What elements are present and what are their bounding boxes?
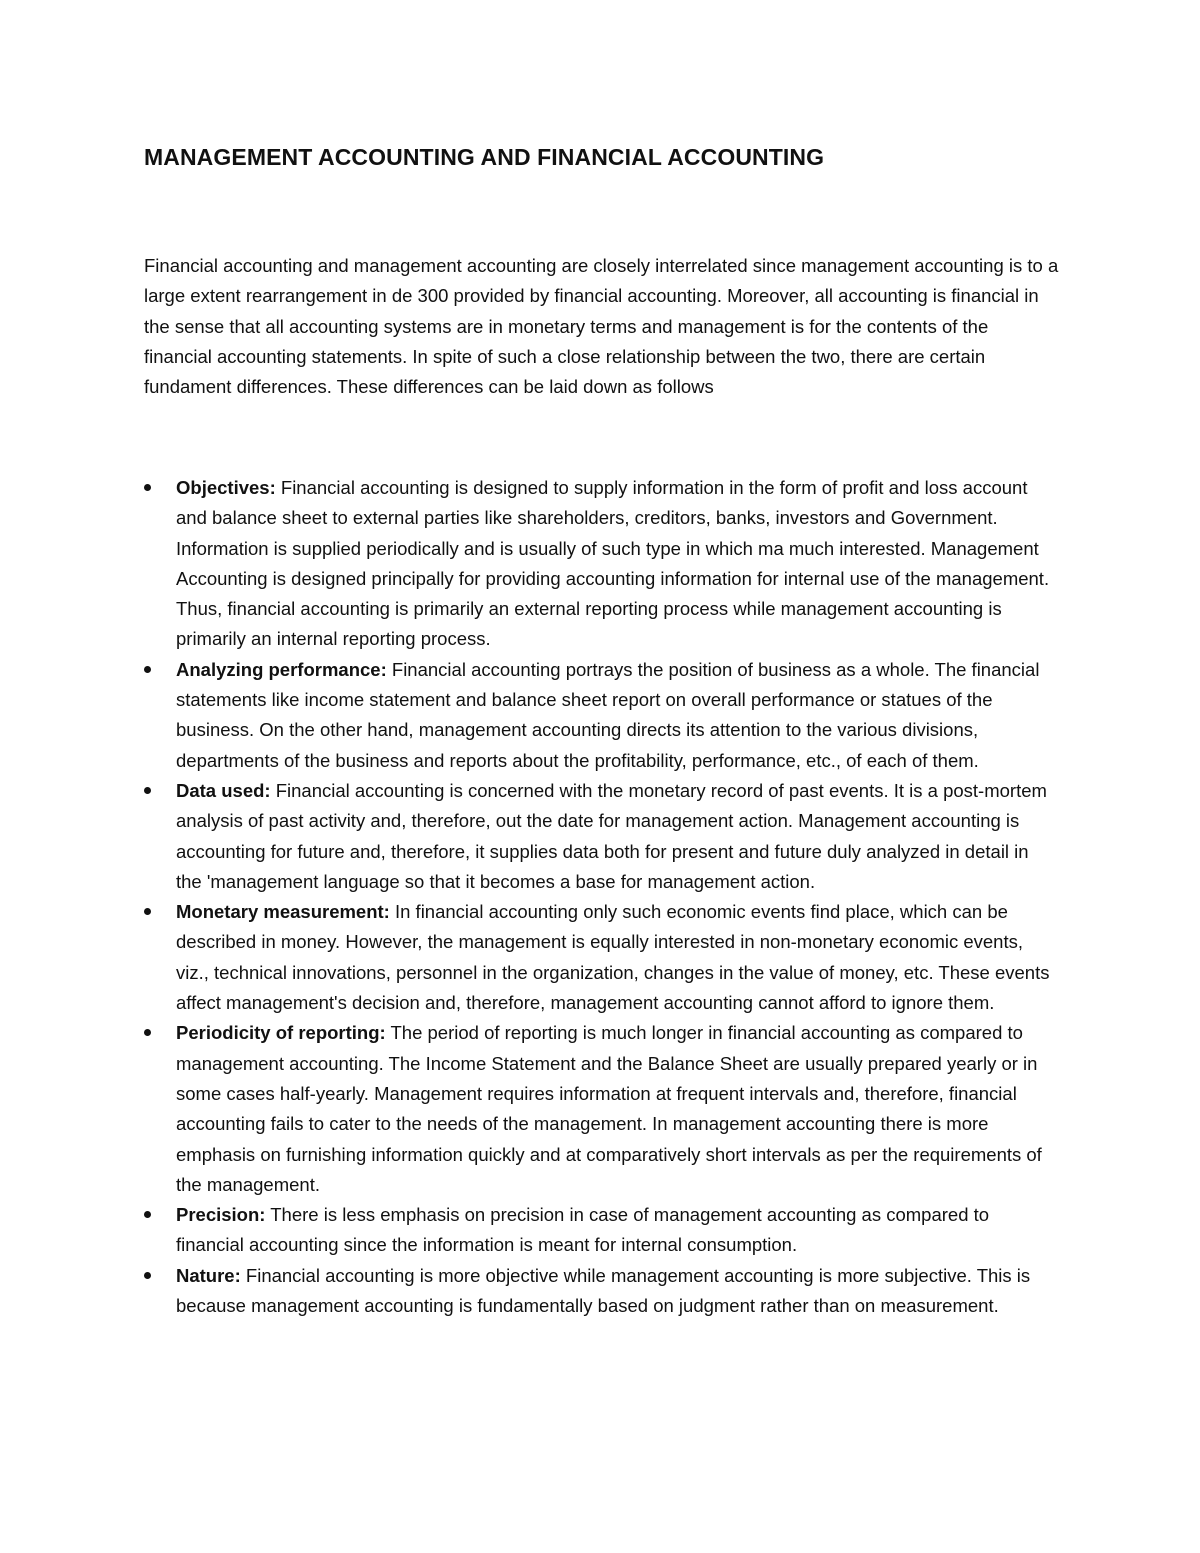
list-item-text: The period of reporting is much longer in financial accounting as compared to management accounting. The Income Statement and the Balance Sheet are usually prepared yearly or in some cases half-yearly. Management requires information at frequent intervals and, therefore, financial accounting fails to cater to the needs of the management. In management accounting there is more emphasis on furnishing information quickly and at comparatively short intervals as per the requirements of the management. [176,1022,1042,1195]
list-item-term: Precision: [176,1204,266,1226]
bullet-icon [144,1272,151,1279]
list-item-text: Financial accounting is designed to supply information in the form of profit and loss account and balance sheet to external parties like shareholders, creditors, banks, investors and Government. Information is supplied periodically and is usually of such type in which ma much interested. Management Accounting is designed principally for providing accounting information for internal use of the management. Thus, financial accounting is primarily an external reporting process while management accounting is primarily an internal reporting process. [176,477,1050,650]
list-item-nature [144,1261,1059,1322]
bullet-icon [144,1029,151,1036]
list-item-monetary-measurement [144,897,1059,1018]
list-item-periodicity-of-reporting [144,1018,1059,1200]
list-item-term: Nature: [176,1264,241,1286]
list-item-text: Financial accounting portrays the position of business as a whole. The financial statements like income statement and balance sheet report on overall performance or statues of the business. On the other hand, management accounting directs its attention to the various divisions, departments of the business and reports about the profitability, performance, etc., of each of them. [176,658,1040,771]
list-item-text: In financial accounting only such economic events find place, which can be described in money. However, the management is equally interested in non-monetary economic events, viz., technical innovations, personnel in the organization, changes in the value of money, etc. These events affect management's decision and, therefore, management accounting cannot afford to ignore them. [176,901,1050,1014]
intro-paragraph: Financial accounting and management accounting are closely interrelated since management accounting is to a large extent rearrangement in de 300 provided by financial accounting. Moreover, all accounting is financial in the sense that all accounting systems are in monetary terms and management is for the contents of the financial accounting statements. In spite of such a close relationship between the two, there are certain fundament differences. These differences can be laid down as follows [144,255,1059,398]
list-item-analyzing-performance [144,655,1059,776]
list-item-term: Analyzing performance: [176,658,387,680]
list-item-term: Data used: [176,779,271,801]
list-item-term: Monetary measurement: [176,901,390,923]
differences-list [144,473,1059,1321]
bullet-icon [144,666,151,673]
list-item-objectives [144,473,1059,655]
document-title: MANAGEMENT ACCOUNTING AND FINANCIAL ACCOUNTING [144,144,825,170]
list-item-text: Financial accounting is more objective while management accounting is more subjective. This is because management accounting is fundamentally based on judgment rather than on measurement. [176,1264,1031,1317]
list-item-data-used [144,776,1059,897]
list-item-text: Financial accounting is concerned with the monetary record of past events. It is a post-mortem analysis of past activity and, therefore, out the date for management action. Management accounting is accounting for future and, therefore, it supplies data both for present and future duly analyzed in detail in the 'management language so that it becomes a base for management action. [176,779,1047,892]
list-item-term: Periodicity of reporting: [176,1022,386,1044]
list-item-precision [144,1200,1059,1261]
bullet-icon [144,787,151,794]
bullet-icon [144,1211,151,1218]
bullet-icon [144,908,151,915]
list-item-text: There is less emphasis on precision in case of management accounting as compared to financial accounting since the information is meant for internal consumption. [176,1204,990,1256]
list-item-term: Objectives: [176,477,276,498]
bullet-icon [144,484,151,491]
